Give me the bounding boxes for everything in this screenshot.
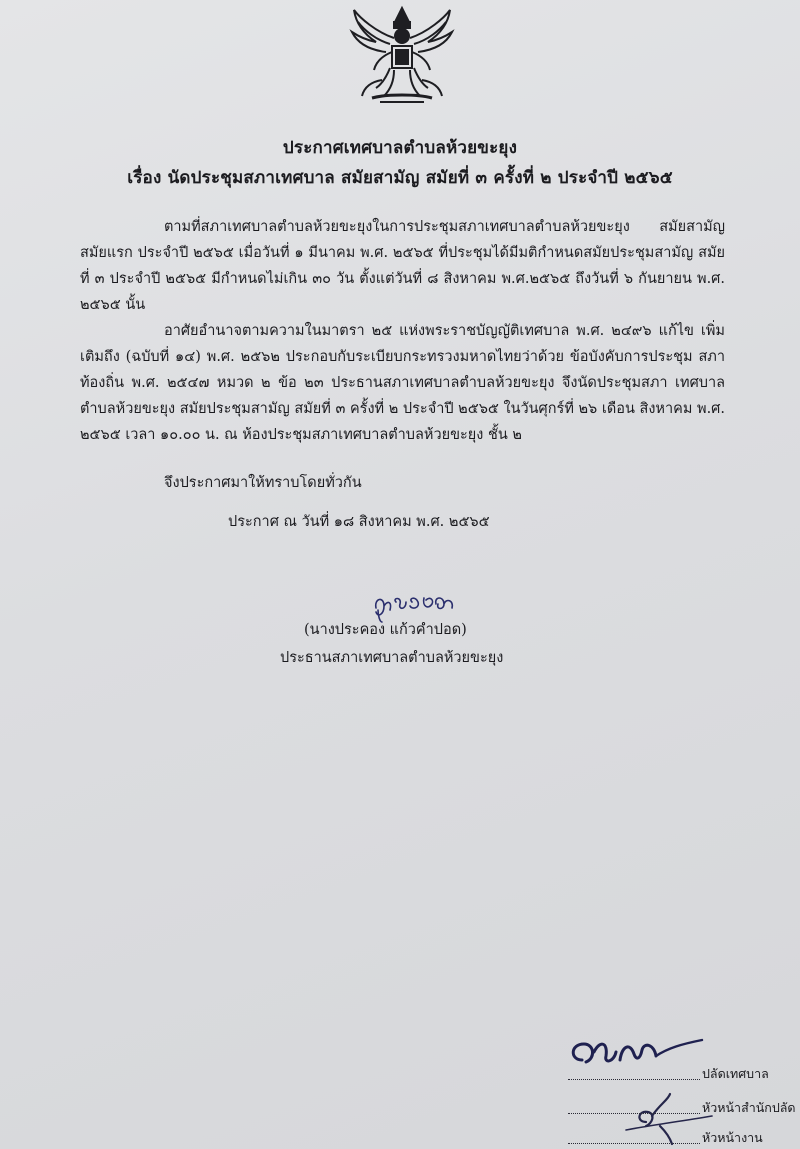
initials-block bbox=[560, 1030, 800, 1149]
body-paragraph-2: อาศัยอำนาจตามความในมาตรา ๒๕ แห่งพระราชบัญญัติเทศบาล พ.ศ. ๒๔๙๖ แก้ไข เพิ่มเติมถึง (ฉบับที่ ๑๔) พ.ศ. ๒๕๖๒ ประกอบกับระเบียบกระทรวงมหาดไทยว่าด้วย ข้อบังคับการประชุม สภาท้องถิ่น พ.ศ. ๒๕๔๗ หมวด ๒ ข้อ ๒๓ ประธานสภาเทศบาลตำบลห้วยขะยุง จึงนัดประชุมสภา เทศบาลตำบลห้วยขะยุง สมัยประชุมสามัญ สมัยที่ ๓ ครั้งที่ ๒ ประจำปี ๒๕๖๕ ในวันศุกร์ที่ ๒๖ เดือน สิงหาคม พ.ศ. ๒๕๖๕ เวลา ๑๐.๐๐ น. ณ ห้องประชุมสภาเทศบาลตำบลห้วยขะยุง ชั้น ๒ bbox=[80, 323, 725, 443]
dotted-line bbox=[568, 1113, 700, 1114]
closing-line: จึงประกาศมาให้ทราบโดยทั่วกัน bbox=[164, 475, 362, 491]
initial-row-office-head bbox=[568, 1088, 800, 1118]
announcement-date: ประกาศ ณ วันที่ ๑๘ สิงหาคม พ.ศ. ๒๕๖๕ bbox=[228, 514, 490, 530]
initial-row-clerk bbox=[568, 1054, 800, 1084]
signer-name: (นางประคอง แก้วคำปอด) bbox=[304, 622, 467, 638]
announcement-subject: เรื่อง นัดประชุมสภาเทศบาล สมัยสามัญ สมัยที่ ๓ ครั้งที่ ๒ ประจำปี ๒๕๖๕ bbox=[127, 168, 673, 188]
body-paragraph-1: ตามที่สภาเทศบาลตำบลห้วยขะยุงในการประชุมสภาเทศบาลตำบลห้วยขะยุง สมัยสามัญ สมัยแรก ประจำปี ๒๕๖๕ เมื่อวันที่ ๑ มีนาคม พ.ศ. ๒๕๖๕ ที่ประชุมได้มีมติกำหนดสมัยประชุมสามัญ สมัยที่ ๓ ประจำปี ๒๕๖๕ มีกำหนดไม่เกิน ๓๐ วัน ตั้งแต่วันที่ ๘ สิงหาคม พ.ศ.๒๕๖๕ ถึงวันที่ ๖ กันยายน พ.ศ. ๒๕๖๕ นั้น bbox=[80, 219, 725, 313]
initial-row-section-head bbox=[568, 1118, 800, 1148]
initial-label-section-head: หัวหน้างาน bbox=[702, 1130, 763, 1145]
dotted-line bbox=[568, 1079, 700, 1080]
signer-position: ประธานสภาเทศบาลตำบลห้วยขะยุง bbox=[280, 650, 504, 666]
initial-label-office-head: หัวหน้าสำนักปลัด bbox=[702, 1100, 796, 1115]
announcement-title: ประกาศเทศบาลตำบลห้วยขะยุง bbox=[282, 138, 518, 158]
garuda-emblem-icon bbox=[346, 4, 458, 108]
dotted-line bbox=[568, 1143, 700, 1144]
initial-label-clerk: ปลัดเทศบาล bbox=[702, 1066, 769, 1081]
